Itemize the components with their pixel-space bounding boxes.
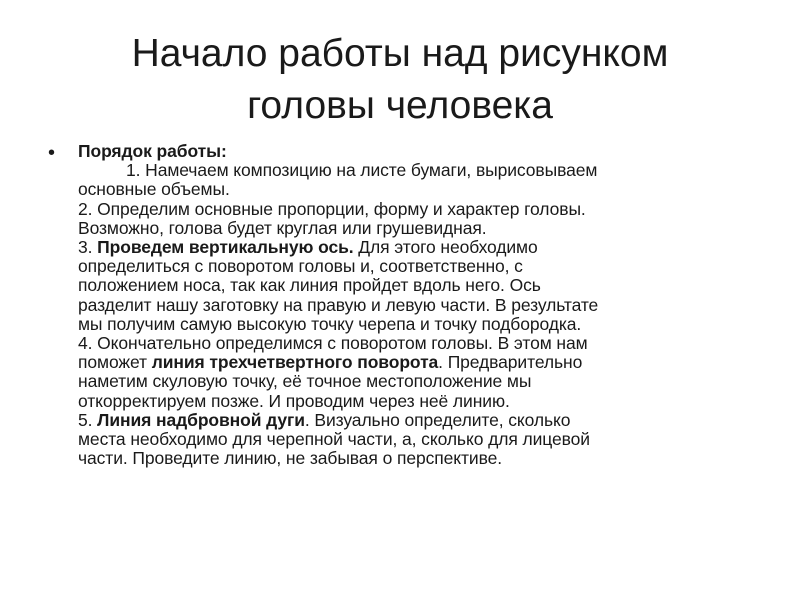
step-number: 5.	[78, 409, 98, 430]
title-line-1: Начало работы над рисунком	[131, 32, 669, 75]
step-term: Проведем вертикальную ось.	[97, 237, 354, 258]
text-line: наметим скуловую точку, её точное местоположение мы	[78, 371, 532, 392]
text-line	[78, 238, 756, 257]
text-line: 4. Окончательно определимся с поворотом головы. В этом нам	[78, 333, 588, 354]
text-fragment: поможет	[78, 352, 152, 373]
text-line: откорректируем позже. И проводим через неё линию.	[78, 390, 510, 411]
text-line: 1. Намечаем композицию на листе бумаги, вырисовываем	[126, 160, 598, 181]
slide-title	[40, 28, 760, 132]
text-line: Возможно, голова будет круглая или грушевидная.	[78, 217, 487, 238]
title-line-2: головы человека	[247, 84, 553, 127]
text-fragment: . Предварительно	[438, 352, 583, 373]
text-line: части. Проведите линию, не забывая о перспективе.	[78, 448, 503, 469]
text-line	[78, 411, 756, 430]
step-number: 3.	[78, 237, 98, 258]
text-line	[78, 353, 756, 372]
text-fragment: Для этого необходимо	[353, 237, 538, 258]
step-term: Линия надбровной дуги	[97, 409, 305, 430]
text-line: основные объемы.	[78, 179, 230, 200]
text-line: разделит нашу заготовку на правую и левую части. В результате	[78, 294, 599, 315]
step-term: линия трехчетвертного поворота	[151, 352, 439, 373]
slide-body	[48, 141, 756, 469]
text-line: определиться с поворотом головы и, соответственно, с	[78, 256, 523, 277]
text-fragment: . Визуально определите, сколько	[304, 409, 571, 430]
text-line: 2. Определим основные пропорции, форму и характер головы.	[78, 198, 586, 219]
bullet-marker: •	[48, 142, 56, 164]
text-line: положением носа, так как линия пройдет вдоль него. Ось	[78, 275, 541, 296]
text-line: места необходимо для черепной части, а, сколько для лицевой	[78, 429, 590, 450]
bullet-content	[56, 142, 756, 468]
section-heading: Порядок работы:	[78, 141, 227, 161]
text-line: мы получим самую высокую точку черепа и точку подбородка.	[78, 313, 582, 334]
